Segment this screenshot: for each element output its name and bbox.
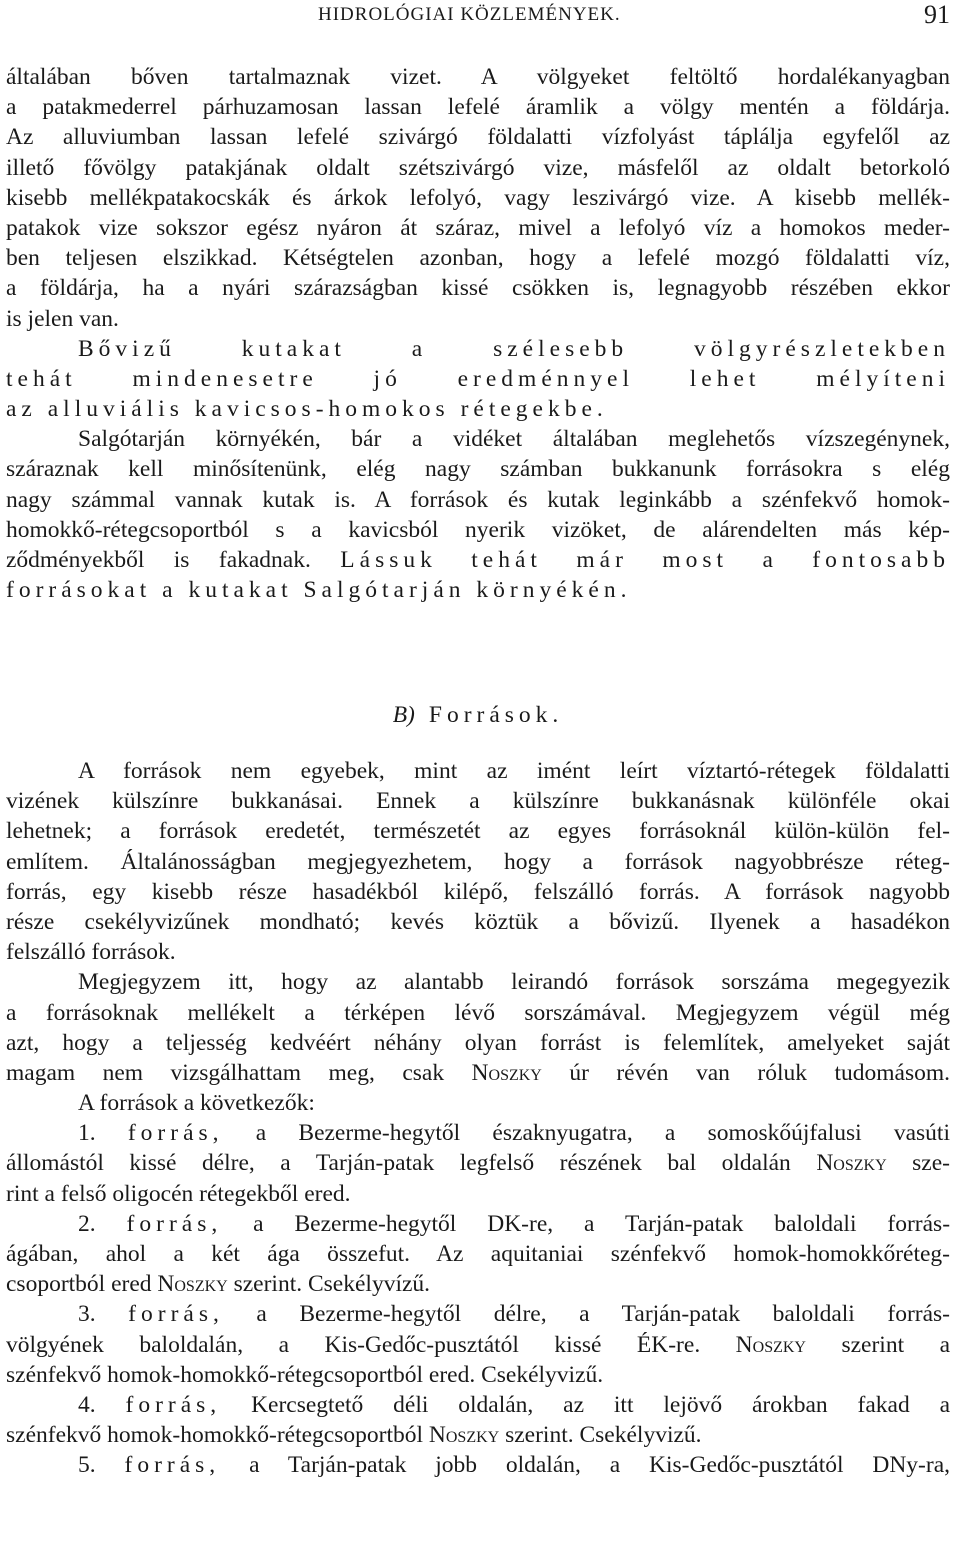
text-run: sze- <box>886 1150 950 1177</box>
running-header <box>6 0 950 29</box>
list-intro: A források a következők: <box>78 1090 315 1117</box>
text-run: a Bezerme-hegytől délre, a Tarján-patak baloldali forrás- <box>256 1301 950 1328</box>
emphasis-line: tehát mindenesetre jó eredménnyel lehet mélyíteni <box>6 365 950 392</box>
item-number: 5. <box>78 1452 96 1479</box>
list-item <box>6 1118 950 1148</box>
text-run: magam nem vizsgálhattam meg, csak <box>6 1059 472 1086</box>
journal-title: HIDROLÓGIAI KÖZLEMÉNYEK. <box>318 4 621 25</box>
text-line: homokkő-rétegcsoportból s a kavicsból nyerik vizöket, de alárendelten más kép- <box>6 516 950 543</box>
page-number: 91 <box>924 0 950 29</box>
text-run: a Bezerme-hegytől DK-re, a Tarján-patak baloldali forrás- <box>253 1210 950 1237</box>
item-number: 2. <box>78 1210 96 1237</box>
section-title: Források. <box>428 702 564 728</box>
author-name: Noszky <box>735 1331 806 1358</box>
text-line: említem. Általánosságban megjegyezhetem, hogy a források nagyobbrésze réteg- <box>6 848 950 875</box>
text-line: szénfekvő homok-homokkő-rétegcsoportból ered. Csekélyvizű. <box>6 1361 604 1388</box>
emphasis-run: Lássuk tehát már most a fontosabb <box>340 547 950 573</box>
text-line <box>6 1058 950 1088</box>
emphasis-line: forrásokat a kutakat Salgótarján környékén. <box>6 577 632 604</box>
item-number: 4. <box>78 1391 96 1418</box>
section-heading <box>6 702 950 729</box>
text-line <box>6 1330 950 1360</box>
section-letter: B) <box>392 702 415 728</box>
text-run: csoportból ered <box>6 1271 158 1298</box>
text-line: általában bőven tartalmaznak vizet. A völgyeket feltöltő hordalékanyagban <box>6 64 950 90</box>
text-block-1 <box>6 62 950 605</box>
text-run: szénfekvő homok-homokkő-rétegcsoportból <box>6 1422 429 1449</box>
text-line: lehetnek; a források eredetét, természetét az egyes forrásoknál külön-külön fel- <box>6 818 950 845</box>
list-item <box>6 1299 950 1329</box>
text-line: Az alluviumban lassan lefelé szivárgó földalatti vízfolyást táplálja egyfelől az <box>6 124 950 151</box>
text-line: Megjegyzem itt, hogy az alantabb leirandó források sorszáma megegyezik <box>78 969 950 996</box>
list-item <box>6 1450 950 1480</box>
text-line: illető fővölgy patakjának oldalt szétszivárgó vize, másfelől az oldalt betorkoló <box>6 154 950 181</box>
text-line: patakok vize sokszor egész nyáron át száraz, mivel a lefolyó víz a homokos meder- <box>6 214 950 241</box>
text-run: völgyének baloldalán, a Kis-Gedőc-pusztától kissé ÉK-re. <box>6 1331 736 1358</box>
text-run: a Tarján-patak jobb oldalán, a Kis-Gedőc-pusztától DNy-ra, <box>249 1452 950 1479</box>
text-line: ben teljesen elszikkad. Kétségtelen azonban, hogy a lefelé mozgó földalatti víz, <box>6 245 950 272</box>
text-run: ződményekből is fakadnak. <box>6 547 341 573</box>
text-line: Salgótarján környékén, bár a vidéket általában meglehetős vízszegénynek, <box>78 426 950 453</box>
text-line <box>6 1269 950 1299</box>
text-line: felszálló források. <box>6 939 176 966</box>
text-line: kisebb mellékpatakocskák és árkok lefolyó, vagy leszivárgó vize. A kisebb mellék- <box>6 184 950 211</box>
text-line: a forrásoknak mellékelt a térképen lévő sorszámával. Megjegyzem végül még <box>6 999 950 1026</box>
text-line: a patakmederrel párhuzamosan lassan lefelé áramlik a völgy mentén a földárja. <box>6 94 950 121</box>
text-line: része csekélyvizűnek mondható; kevés köztük a bővizű. Ilyenek a hasadékon <box>6 908 950 935</box>
list-item <box>6 1209 950 1239</box>
text-run: szerint. Csekélyvizű. <box>499 1422 702 1449</box>
text-line <box>6 1148 950 1178</box>
text-run: a Bezerme-hegytől északnyugatra, a somoskőújfalusi vasúti <box>255 1120 950 1147</box>
text-line: vizének külszínre bukkanásai. Ennek a külszínre bukkanásnak különféle okai <box>6 788 950 815</box>
emphasis-line: az alluviális kavicsos-homokos rétegekbe. <box>6 396 608 423</box>
author-name: Noszky <box>471 1059 542 1086</box>
item-word: forrás, <box>124 1452 221 1479</box>
item-number: 1. <box>78 1120 96 1147</box>
text-line: a földárja, ha a nyári szárazságban kissé csökken is, legnagyobb részében ekkor <box>6 275 950 302</box>
text-run: szerint a <box>805 1331 950 1358</box>
author-name: Noszky <box>157 1271 228 1298</box>
text-run: szerint. Csekélyvízű. <box>227 1271 431 1298</box>
author-name: Noszky <box>816 1150 887 1177</box>
text-run: úr révén van róluk tudomásom. <box>541 1059 950 1086</box>
text-line <box>6 545 950 575</box>
text-line: A források nem egyebek, mint az imént leírt víztartó-rétegek földalatti <box>78 758 950 784</box>
author-name: Noszky <box>428 1422 500 1449</box>
text-line: forrás, egy kisebb része hasadékból kilépő, felszálló forrás. A források nagyobb <box>6 878 950 905</box>
text-line: ágában, ahol a két ága összefut. Az aquitaniai szénfekvő homok-homokkőréteg- <box>6 1241 950 1267</box>
text-line: rint a felső oligocén rétegekből ered. <box>6 1180 351 1207</box>
text-line: azt, hogy a teljesség kedvéért néhány olyan forrást is felemlítek, amelyeket saját <box>6 1029 950 1056</box>
text-run: állomástól kissé délre, a Tarján-patak legfelső részének bal oldalán <box>6 1150 817 1177</box>
item-word: forrás, <box>128 1301 224 1328</box>
text-line <box>6 1420 950 1450</box>
text-block-2 <box>6 756 950 1481</box>
item-word: forrás, <box>127 1120 224 1147</box>
emphasis-line: Bővizű kutakat a szélesebb völgyrészletekben <box>78 335 950 362</box>
item-number: 3. <box>78 1301 96 1328</box>
item-word: forrás, <box>125 1391 222 1418</box>
text-line: is jelen van. <box>6 305 119 332</box>
item-word: forrás, <box>126 1210 223 1237</box>
text-run: Kercsegtető déli oldalán, az itt lejövő árokban fakad a <box>251 1391 950 1418</box>
text-line: száraznak kell minősítenünk, elég nagy számban bukkanunk forrásokra s elég <box>6 456 950 483</box>
text-line: nagy számmal vannak kutak is. A források és kutak leginkább a szénfekvő homok- <box>6 486 950 513</box>
list-item <box>6 1390 950 1420</box>
